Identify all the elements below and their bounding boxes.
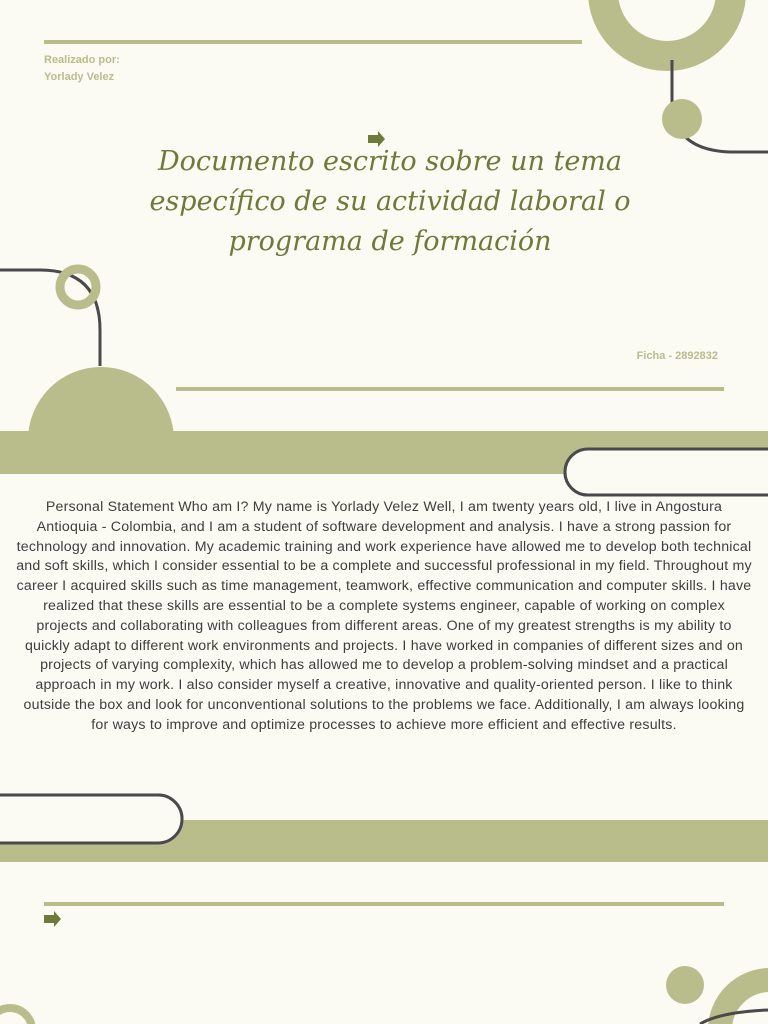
arrow-icon-bottom: [44, 911, 61, 927]
top-divider: [44, 40, 582, 44]
bottom-right-dot: [666, 966, 704, 1004]
top-band: [0, 431, 768, 474]
left-half-circle: [28, 367, 174, 440]
bottom-left-ring: [0, 1008, 32, 1024]
top-right-ring: [603, 0, 731, 56]
bottom-band: [0, 820, 768, 862]
left-small-ring: [60, 269, 96, 305]
bottom-right-ring: [720, 980, 768, 1024]
document-title: Documento escrito sobre un tema específico de su actividad laboral o programa de formación: [149, 146, 631, 257]
author-name: Yorlady Velez: [44, 71, 115, 83]
personal-statement-text: Personal Statement Who am I? My name is Yorlady Velez Well, I am twenty years old, I live in Angostura Antioquia - Colombia, and I am a student of software development and analysis. I have a strong passion for technology and innovation. My academic training and work experience have allowed me to develop both technical and soft skills, which I consider essential to be a complete and successful professional in my field. Throughout my career I acquired skills such as time management, teamwork, effective communication and computer skills. I have realized that these skills are essential to be a complete systems engineer, capable of working on complex projects and collaborating with colleagues from different areas. One of my greatest strengths is my ability to quickly adapt to different work environments and projects. I have worked in companies of different sizes and on projects of varying complexity, which has allowed me to develop a problem-solving mindset and a practical approach in my work. I also consider myself a creative, innovative and quality-oriented person. I like to think outside the box and look for unconventional solutions to the problems we face. Additionally, I am always looking for ways to improve and optimize processes to achieve more efficient and effective results.: [16, 499, 752, 733]
top-right-dot: [662, 99, 702, 139]
left-curve: [0, 270, 100, 366]
bottom-divider: [44, 902, 724, 906]
author-label: Realizado por:: [44, 54, 120, 66]
author-block: [44, 52, 120, 86]
mid-divider: [176, 387, 724, 391]
ficha-label: Ficha - 2892832: [636, 350, 718, 362]
